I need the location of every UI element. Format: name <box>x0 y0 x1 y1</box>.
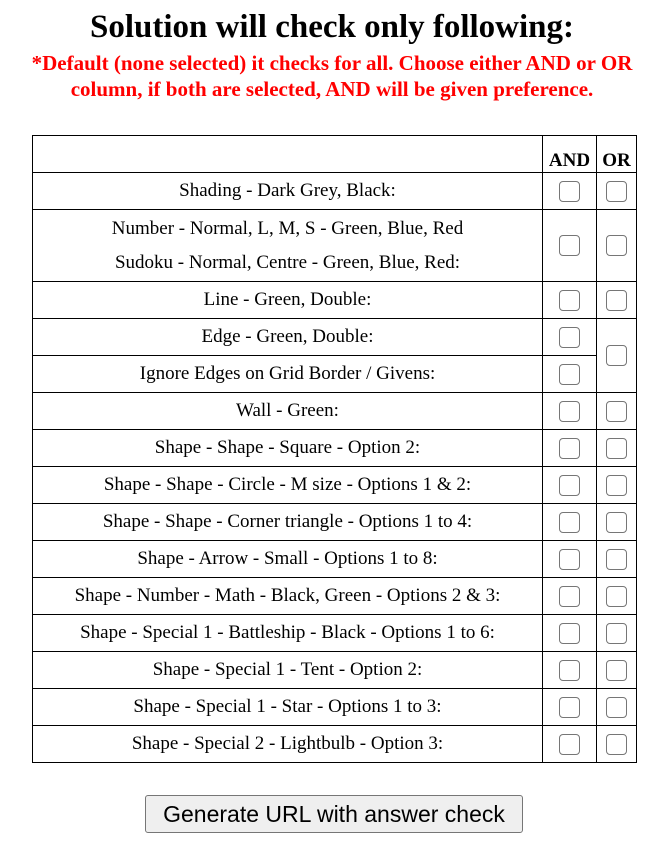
shape-tent-and-checkbox[interactable] <box>559 660 580 681</box>
option-label: Shape - Shape - Corner triangle - Options 1 to 4: <box>33 504 543 541</box>
option-row-number <box>33 210 637 282</box>
shape-arrow-and-checkbox[interactable] <box>559 549 580 570</box>
shape-lightbulb-and-checkbox[interactable] <box>559 734 580 755</box>
option-label: Shape - Special 1 - Battleship - Black - Options 1 to 6: <box>33 615 543 652</box>
shading-and-checkbox[interactable] <box>559 181 580 202</box>
option-label: Shape - Special 2 - Lightbulb - Option 3: <box>33 726 543 763</box>
generate-url-button[interactable]: Generate URL with answer check <box>145 795 523 833</box>
line-or-checkbox[interactable] <box>606 290 627 311</box>
edge-or-checkbox[interactable] <box>606 345 627 366</box>
option-label-line: Number - Normal, L, M, S - Green, Blue, Red <box>111 217 464 239</box>
shape-battleship-or-checkbox[interactable] <box>606 623 627 644</box>
shape-corner-and-checkbox[interactable] <box>559 512 580 533</box>
page-title: Solution will check only following: <box>89 9 575 45</box>
shape-arrow-or-checkbox[interactable] <box>606 549 627 570</box>
wall-and-checkbox[interactable] <box>559 401 580 422</box>
shape-math-and-checkbox[interactable] <box>559 586 580 607</box>
option-row-shape-corner <box>33 504 637 541</box>
option-row-line <box>33 282 637 319</box>
shape-math-or-checkbox[interactable] <box>606 586 627 607</box>
wall-or-checkbox[interactable] <box>606 401 627 422</box>
options-table <box>32 135 637 763</box>
option-label <box>33 210 543 282</box>
shading-or-checkbox[interactable] <box>606 181 627 202</box>
option-label: Edge - Green, Double: <box>33 319 543 356</box>
and-column-header: AND <box>543 136 597 173</box>
option-row-shape-battleship <box>33 615 637 652</box>
option-row-edge <box>33 319 637 356</box>
option-label: Shape - Shape - Square - Option 2: <box>33 430 543 467</box>
shape-square-and-checkbox[interactable] <box>559 438 580 459</box>
option-row-ignore-edges <box>33 356 637 393</box>
shape-circle-or-checkbox[interactable] <box>606 475 627 496</box>
option-label-line: Sudoku - Normal, Centre - Green, Blue, Red: <box>114 251 461 273</box>
line-and-checkbox[interactable] <box>559 290 580 311</box>
option-label: Shape - Shape - Circle - M size - Options 1 & 2: <box>33 467 543 504</box>
option-label: Shape - Number - Math - Black, Green - Options 2 & 3: <box>33 578 543 615</box>
edge-and-checkbox[interactable] <box>559 327 580 348</box>
shape-tent-or-checkbox[interactable] <box>606 660 627 681</box>
number-and-checkbox[interactable] <box>559 235 580 256</box>
option-label: Line - Green, Double: <box>33 282 543 319</box>
option-row-shape-tent <box>33 652 637 689</box>
option-row-shape-square <box>33 430 637 467</box>
option-row-wall <box>33 393 637 430</box>
option-row-shape-circle <box>33 467 637 504</box>
shape-lightbulb-or-checkbox[interactable] <box>606 734 627 755</box>
option-label: Shape - Special 1 - Tent - Option 2: <box>33 652 543 689</box>
number-or-checkbox[interactable] <box>606 235 627 256</box>
option-row-shape-math <box>33 578 637 615</box>
instructions-note: *Default (none selected) it checks for all. Choose either AND or OR column, if both are selected, AND will be given preference. <box>31 51 633 101</box>
option-row-shape-arrow <box>33 541 637 578</box>
option-row-shape-star <box>33 689 637 726</box>
option-label: Shape - Special 1 - Star - Options 1 to 3: <box>33 689 543 726</box>
option-row-shading <box>33 173 637 210</box>
ignore-edges-and-checkbox[interactable] <box>559 364 580 385</box>
header-blank <box>33 136 543 173</box>
or-column-header: OR <box>597 136 637 173</box>
shape-battleship-and-checkbox[interactable] <box>559 623 580 644</box>
option-label: Ignore Edges on Grid Border / Givens: <box>33 356 543 393</box>
option-row-shape-lightbulb <box>33 726 637 763</box>
shape-star-or-checkbox[interactable] <box>606 697 627 718</box>
shape-corner-or-checkbox[interactable] <box>606 512 627 533</box>
option-label: Shading - Dark Grey, Black: <box>33 173 543 210</box>
option-label: Shape - Arrow - Small - Options 1 to 8: <box>33 541 543 578</box>
shape-star-and-checkbox[interactable] <box>559 697 580 718</box>
header-row <box>33 136 637 173</box>
shape-square-or-checkbox[interactable] <box>606 438 627 459</box>
shape-circle-and-checkbox[interactable] <box>559 475 580 496</box>
option-label: Wall - Green: <box>33 393 543 430</box>
